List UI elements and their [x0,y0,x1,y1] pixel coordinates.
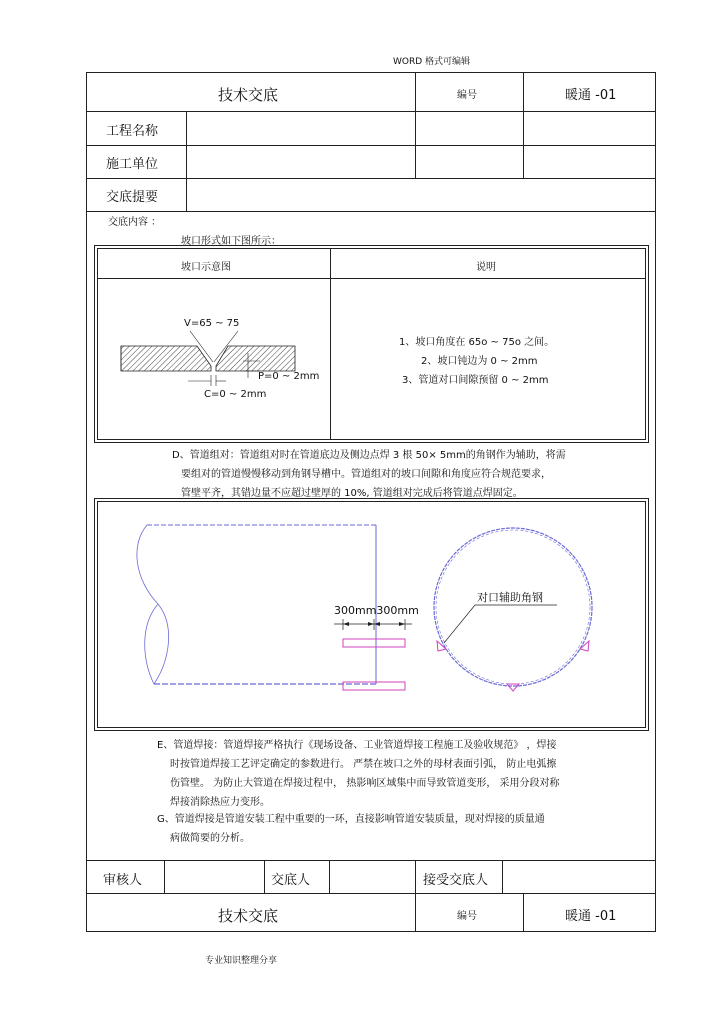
dimension-line [334,619,412,630]
bevel-note-2: 2、坡口钝边为 0 ~ 2mm [421,356,538,367]
bevel-intro: 坡口形式如下图所示： [181,236,281,247]
project-name-label: 工程名称 [106,124,159,139]
leader-line [444,605,475,643]
bottom-title: 技术交底 [218,907,279,925]
content-label: 交底内容 ： [108,217,162,228]
page-title: 技术交底 [218,86,279,104]
angle-steel-side [343,639,405,647]
receiver-label: 接受交底人 [423,873,489,888]
number-label: 编号 [457,90,477,101]
section-e-line-2: 时按管道焊接工艺评定确定的参数进行。 严禁在坡口之外的母材表面引弧， 防止电弧擦 [170,759,557,770]
section-d-line-1: D、管道组对：管道组对时在管道底边及侧边点焊 3 根 50× 5mm的角钢作为辅助，将需 [172,450,566,461]
dimension-label: 300mm300mm [334,604,419,617]
angle-steel-label: 对口辅助角钢 [477,591,543,604]
header-note: WORD 格式可编辑 [393,57,471,67]
bottom-number-value: 暖通 -01 [565,909,617,924]
section-d-line-3: 管壁平齐，其错边量不应超过壁厚的 10%, 管道组对完成后将管道点焊固定。 [181,488,523,499]
section-g-line-2: 病做简要的分析。 [170,833,250,844]
pipe-cross-section [434,528,592,686]
bottom-number-label: 编号 [457,911,477,922]
reviewer-label: 审核人 [103,873,143,888]
bevel-p-label: P=0 ~ 2mm [258,371,320,382]
bevel-col2-header: 说明 [476,262,496,273]
number-value: 暖通 -01 [565,88,617,103]
section-d-line-2: 要组对的管道慢慢移动到角钢导槽中。管道组对的坡口间隙和角度应符合规范要求， [181,469,551,480]
bevel-note-3: 3、管道对口间隙预留 0 ~ 2mm [402,375,549,386]
bevel-c-label: C=0 ~ 2mm [204,389,267,400]
section-e-line-3: 伤管壁。 为防止大管道在焊接过程中， 热影响区域集中而导致管道变形， 采用分段对称 [170,778,560,789]
footer-note: 专业知识整理分享 [205,956,278,966]
construction-unit-label: 施工单位 [106,157,159,172]
section-g-line-1: G、管道焊接是管道安装工程中重要的一环，直接影响管道安装质量，现对焊接的质量通 [157,814,545,825]
discloser-label: 交底人 [271,873,311,888]
bevel-angle-label: V=65 ~ 75 [184,318,240,329]
bevel-note-1: 1、坡口角度在 65o ~ 75o 之间。 [399,337,555,348]
angle-steel-bottom [343,682,405,690]
summary-label: 交底提要 [106,190,159,205]
section-e-line-1: E、管道焊接：管道焊接严格执行《现场设备、工业管道焊接工程施工及验收规范》 ，焊接 [157,740,557,751]
section-e-line-4: 焊接消除热应力变形。 [170,797,270,808]
bevel-col1-header: 坡口示意图 [181,262,231,273]
